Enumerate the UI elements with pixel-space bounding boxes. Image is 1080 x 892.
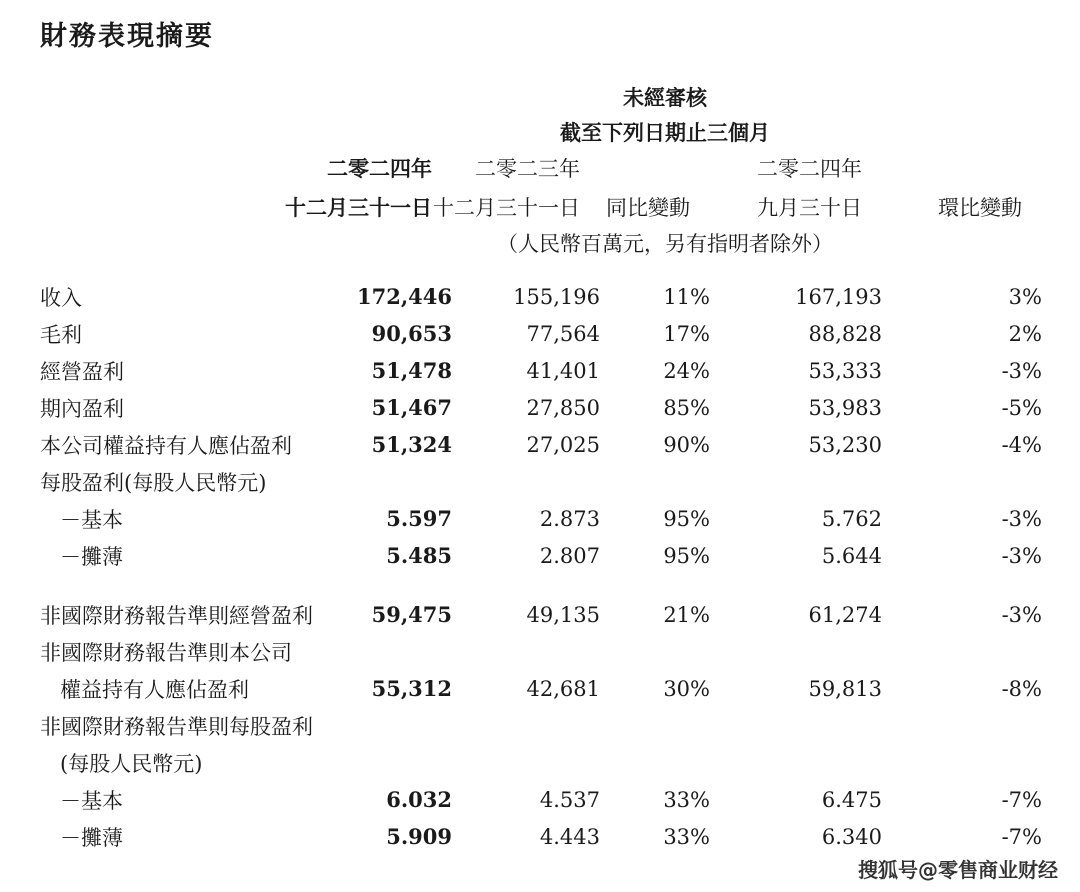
table-row	[40, 818, 1042, 855]
cell-q4-2023: 42,681	[526, 676, 600, 701]
table-row	[40, 633, 1042, 670]
cell-q4-2023: 77,564	[526, 321, 600, 346]
watermark: 搜狐号@零售商业财经	[858, 858, 1058, 882]
table-row	[40, 463, 1042, 500]
cell-q4-2023: 155,196	[513, 284, 600, 309]
cell-q4-2023: 2.873	[539, 506, 600, 531]
col5-header: 環比變動	[938, 196, 1022, 220]
cell-qoq: -7%	[1001, 787, 1042, 812]
cell-qoq: 3%	[1008, 284, 1042, 309]
cell-yoy: 33%	[663, 824, 710, 849]
cell-q4-2024: 51,478	[371, 358, 452, 383]
cell-q4-2023: 2.807	[539, 543, 600, 568]
row-label: 非國際財務報告準則每股盈利	[40, 714, 313, 739]
table-row	[40, 315, 1042, 352]
cell-q3-2024: 88,828	[808, 321, 882, 346]
row-label: (每股人民幣元)	[60, 751, 203, 776]
cell-qoq: -3%	[1001, 602, 1042, 627]
col2-date: 十二月三十一日	[433, 196, 580, 220]
table-row	[40, 500, 1042, 537]
cell-yoy: 90%	[663, 432, 710, 457]
cell-q4-2023: 27,025	[526, 432, 600, 457]
cell-q4-2024: 6.032	[386, 787, 452, 812]
table-row	[40, 707, 1042, 744]
row-label: 每股盈利(每股人民幣元)	[40, 470, 267, 495]
cell-yoy: 17%	[663, 321, 710, 346]
cell-q4-2024: 51,324	[371, 432, 452, 457]
table-row	[40, 278, 1042, 315]
row-label: 收入	[40, 285, 82, 310]
unit-note: （人民幣百萬元，另有指明者除外）	[497, 232, 833, 256]
row-label: 非國際財務報告準則經營盈利	[40, 603, 313, 628]
col2-year: 二零二三年	[475, 157, 580, 181]
cell-q4-2024: 172,446	[357, 284, 452, 309]
table-row	[40, 744, 1042, 781]
col1-date: 十二月三十一日	[285, 195, 432, 220]
unaudited-label: 未經審核	[623, 85, 707, 110]
cell-qoq: -3%	[1001, 543, 1042, 568]
cell-q3-2024: 61,274	[808, 602, 882, 627]
cell-yoy: 30%	[663, 676, 710, 701]
col3-header: 同比變動	[606, 196, 690, 220]
row-label: 期內盈利	[40, 396, 124, 421]
cell-q4-2024: 5.597	[386, 506, 452, 531]
cell-yoy: 33%	[663, 787, 710, 812]
table-row	[40, 670, 1042, 707]
financial-summary-table	[40, 278, 1042, 855]
table-row	[40, 389, 1042, 426]
cell-q3-2024: 6.475	[821, 787, 882, 812]
cell-qoq: 2%	[1008, 321, 1042, 346]
cell-q3-2024: 167,193	[795, 284, 882, 309]
row-label: 經營盈利	[40, 359, 124, 384]
col4-year: 二零二四年	[757, 157, 862, 181]
table-row	[40, 537, 1042, 574]
row-label: 權益持有人應佔盈利	[60, 677, 249, 702]
cell-qoq: -7%	[1001, 824, 1042, 849]
cell-q4-2024: 5.909	[386, 824, 452, 849]
cell-q3-2024: 53,983	[808, 395, 882, 420]
cell-q3-2024: 5.762	[821, 506, 882, 531]
cell-qoq: -3%	[1001, 506, 1042, 531]
table-row	[40, 596, 1042, 633]
col1-year: 二零二四年	[327, 156, 432, 181]
cell-q4-2023: 41,401	[526, 358, 600, 383]
cell-q4-2023: 4.443	[539, 824, 600, 849]
cell-q4-2024: 55,312	[371, 676, 452, 701]
cell-q3-2024: 53,230	[808, 432, 882, 457]
cell-q3-2024: 53,333	[808, 358, 882, 383]
cell-q4-2023: 4.537	[539, 787, 600, 812]
period-label: 截至下列日期止三個月	[560, 120, 770, 145]
cell-q4-2023: 49,135	[526, 602, 600, 627]
row-label: －基本	[60, 507, 123, 532]
cell-yoy: 21%	[663, 602, 710, 627]
cell-q3-2024: 59,813	[808, 676, 882, 701]
cell-qoq: -4%	[1001, 432, 1042, 457]
row-label: －攤薄	[60, 825, 123, 850]
cell-q3-2024: 6.340	[821, 824, 882, 849]
cell-q4-2024: 51,467	[371, 395, 452, 420]
cell-yoy: 95%	[663, 543, 710, 568]
cell-yoy: 24%	[663, 358, 710, 383]
cell-qoq: -3%	[1001, 358, 1042, 383]
row-label: －攤薄	[60, 544, 123, 569]
cell-qoq: -8%	[1001, 676, 1042, 701]
cell-qoq: -5%	[1001, 395, 1042, 420]
cell-q4-2024: 5.485	[386, 543, 452, 568]
cell-q4-2023: 27,850	[526, 395, 600, 420]
cell-q3-2024: 5.644	[821, 543, 882, 568]
cell-yoy: 85%	[663, 395, 710, 420]
col4-date: 九月三十日	[757, 196, 862, 220]
row-label: 本公司權益持有人應佔盈利	[40, 433, 292, 458]
cell-yoy: 95%	[663, 506, 710, 531]
cell-q4-2024: 59,475	[371, 602, 452, 627]
page-title: 財務表現摘要	[40, 21, 214, 52]
row-label: 毛利	[40, 322, 82, 347]
table-row	[40, 426, 1042, 463]
cell-yoy: 11%	[663, 284, 710, 309]
table-row	[40, 352, 1042, 389]
row-label: －基本	[60, 788, 123, 813]
table-row	[40, 781, 1042, 818]
spacer-row	[40, 574, 1042, 596]
cell-q4-2024: 90,653	[371, 321, 452, 346]
row-label: 非國際財務報告準則本公司	[40, 640, 292, 665]
